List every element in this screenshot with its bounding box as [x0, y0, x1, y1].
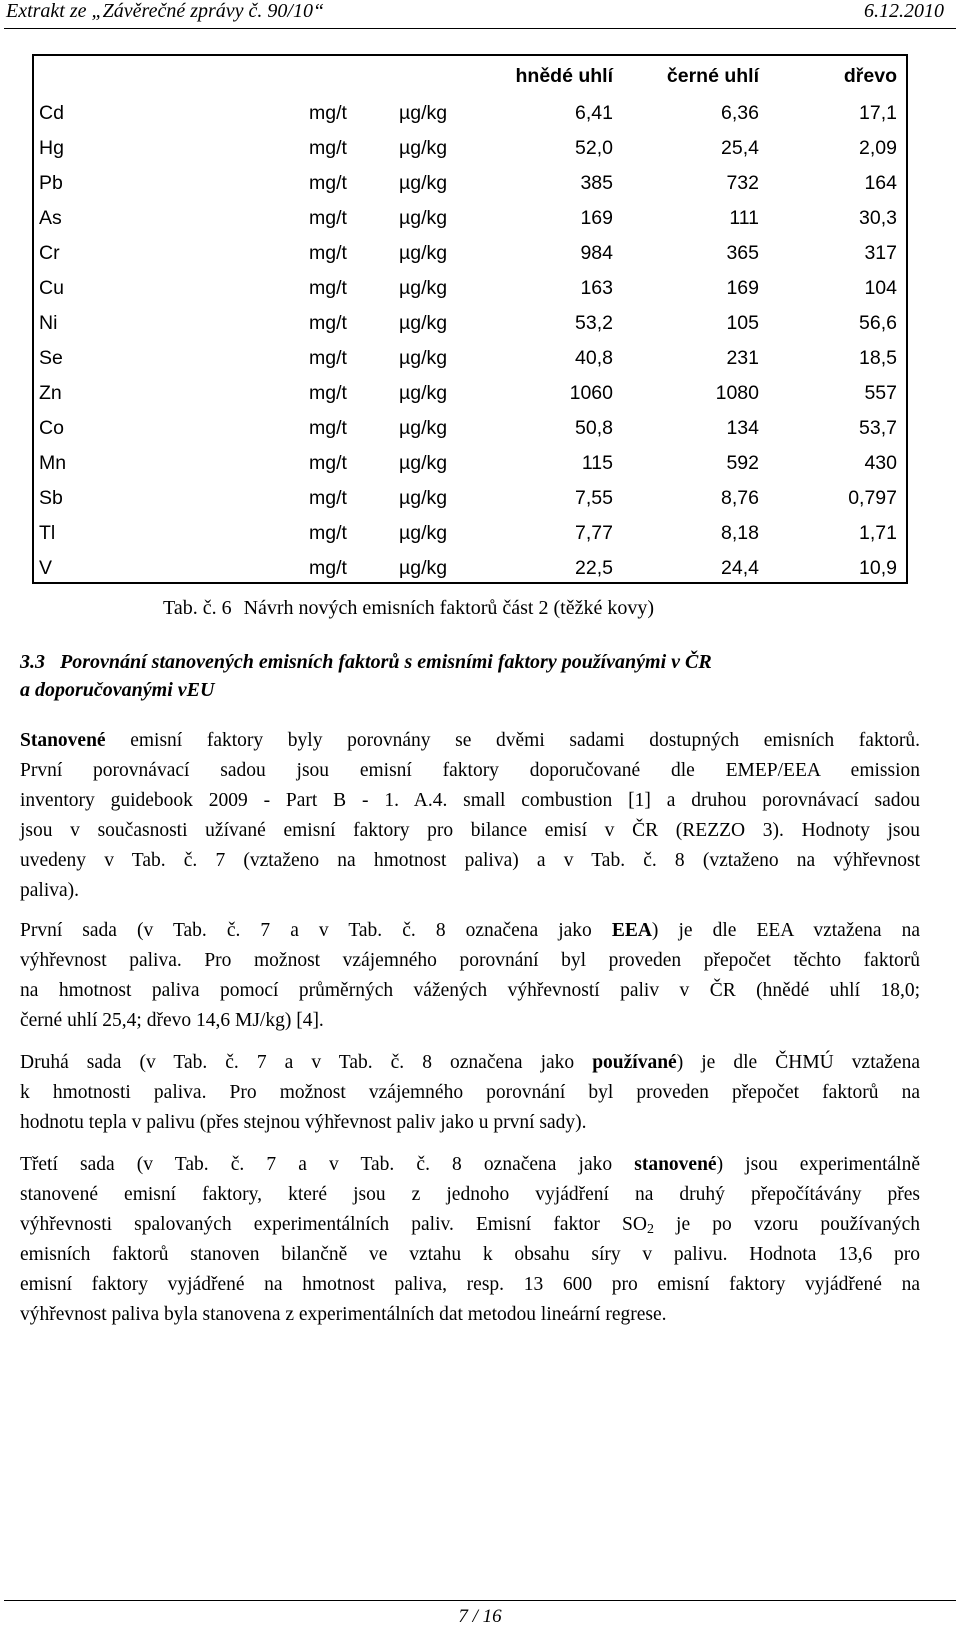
text-line: ) je dle EEA vztažena na	[651, 920, 920, 941]
value-black-coal-cell: 365	[726, 242, 759, 264]
table-row	[34, 341, 906, 376]
text-line: stanovené emisní faktory, které jsou z jednoho vyjádření na druhý přepočítávány přes	[20, 1184, 920, 1205]
value-wood-cell: 18,5	[859, 347, 897, 369]
text-line: ) je dle ČHMÚ vztažena	[676, 1052, 920, 1073]
unit-energy-cell: µg/kg	[399, 207, 448, 229]
unit-mass-cell: mg/t	[309, 382, 347, 404]
value-brown-coal-cell: 6,41	[575, 102, 613, 124]
value-black-coal-cell: 8,76	[721, 487, 759, 509]
unit-mass-cell: mg/t	[309, 417, 347, 439]
value-black-coal-cell: 25,4	[721, 137, 759, 159]
element-cell: Cu	[39, 277, 64, 299]
unit-energy-cell: µg/kg	[399, 522, 448, 544]
table-row	[34, 481, 906, 516]
value-wood-cell: 56,6	[859, 312, 897, 334]
value-brown-coal-cell: 984	[580, 242, 613, 264]
value-black-coal-cell: 134	[726, 417, 759, 439]
text-line: paliva).	[20, 880, 80, 901]
unit-mass-cell: mg/t	[309, 172, 347, 194]
text-line: uvedeny v Tab. č. 7 (vztaženo na hmotnost paliva) a v Tab. č. 8 (vztaženo na výhřevnost	[20, 850, 920, 871]
table-row	[34, 516, 906, 551]
value-brown-coal-cell: 52,0	[575, 137, 613, 159]
unit-mass-cell: mg/t	[309, 522, 347, 544]
column-header: dřevo	[843, 65, 897, 87]
unit-mass-cell: mg/t	[309, 452, 347, 474]
section-number: 3.3	[20, 651, 45, 673]
text-line: výhřevnosti spalovaných experimentálních paliv. Emisní faktor SO	[20, 1214, 647, 1235]
element-cell: Pb	[39, 172, 63, 194]
value-wood-cell: 53,7	[859, 417, 897, 439]
value-brown-coal-cell: 385	[580, 172, 613, 194]
section-title-line1: Porovnání stanovených emisních faktorů s emisními faktory používanými v ČR	[60, 651, 712, 673]
text-line: První sada (v Tab. č. 7 a v Tab. č. 8 označena jako	[20, 920, 612, 941]
paragraph-1	[20, 726, 920, 906]
text-line: emisní faktory byly porovnány se dvěmi sadami dostupných emisních faktorů.	[105, 730, 920, 751]
unit-energy-cell: µg/kg	[399, 172, 448, 194]
value-wood-cell: 430	[864, 452, 897, 474]
unit-energy-cell: µg/kg	[399, 557, 448, 579]
unit-energy-cell: µg/kg	[399, 487, 448, 509]
column-header: hnědé uhlí	[515, 65, 613, 87]
caption-text: Návrh nových emisních faktorů část 2 (těžké kovy)	[243, 597, 654, 619]
value-black-coal-cell: 105	[726, 312, 759, 334]
unit-mass-cell: mg/t	[309, 347, 347, 369]
header-title: Extrakt ze „Závěrečné zprávy č. 90/10“	[6, 0, 325, 22]
bold-term: používané	[592, 1052, 677, 1073]
element-cell: Ni	[39, 312, 58, 334]
element-cell: V	[39, 557, 53, 579]
unit-energy-cell: µg/kg	[399, 242, 448, 264]
value-black-coal-cell: 231	[726, 347, 759, 369]
value-black-coal-cell: 8,18	[721, 522, 759, 544]
text-line: emisní faktory vyjádřené na hmotnost paliva, resp. 13 600 pro emisní faktory vyjádřené na	[20, 1274, 920, 1295]
text-line: ) jsou experimentálně	[716, 1154, 920, 1175]
value-black-coal-cell: 24,4	[721, 557, 759, 579]
text-line: inventory guidebook 2009 - Part B - 1. A.4. small combustion [1] a druhou porovnávací sadou	[20, 790, 920, 811]
unit-mass-cell: mg/t	[309, 557, 347, 579]
value-brown-coal-cell: 163	[580, 277, 613, 299]
element-cell: Cd	[39, 102, 64, 124]
value-brown-coal-cell: 7,55	[575, 487, 613, 509]
table-caption	[163, 596, 654, 620]
value-wood-cell: 1,71	[859, 522, 897, 544]
table-row	[34, 446, 906, 481]
element-cell: Sb	[39, 487, 63, 509]
text-line: První porovnávací sadou jsou emisní faktory doporučované dle EMEP/EEA emission	[20, 760, 920, 781]
unit-energy-cell: µg/kg	[399, 102, 448, 124]
table-header-row	[34, 56, 906, 96]
paragraph-2	[20, 916, 920, 1036]
bold-term: Stanovené	[20, 730, 106, 751]
element-cell: Cr	[39, 242, 60, 264]
bold-term: EEA	[611, 920, 652, 941]
table-row	[34, 96, 906, 131]
table-row	[34, 236, 906, 271]
emission-factors-table	[32, 54, 908, 584]
element-cell: Hg	[39, 137, 64, 159]
unit-mass-cell: mg/t	[309, 137, 347, 159]
table-row	[34, 201, 906, 236]
text-line: jsou v současnosti užívané emisní faktory pro bilance emisí v ČR (REZZO 3). Hodnoty jsou	[20, 820, 920, 841]
text-line: emisních faktorů stanoven bilančně ve vztahu k obsahu síry v palivu. Hodnota 13,6 pro	[20, 1244, 920, 1265]
unit-mass-cell: mg/t	[309, 207, 347, 229]
value-wood-cell: 30,3	[859, 207, 897, 229]
caption-label: Tab. č. 6	[163, 597, 232, 619]
subscript: 2	[646, 1222, 654, 1237]
unit-energy-cell: µg/kg	[399, 347, 448, 369]
value-black-coal-cell: 111	[729, 207, 759, 229]
footer-divider	[4, 1600, 956, 1601]
value-wood-cell: 557	[864, 382, 897, 404]
paragraph-3	[20, 1048, 920, 1138]
header-date: 6.12.2010	[864, 0, 944, 22]
page-number: 7 / 16	[458, 1606, 502, 1627]
unit-energy-cell: µg/kg	[399, 417, 448, 439]
text-line: výhřevnost paliva. Pro možnost vzájemného porovnání byl proveden přepočet těchto faktorů	[20, 950, 920, 971]
element-cell: As	[39, 207, 62, 229]
value-brown-coal-cell: 115	[581, 452, 613, 474]
value-brown-coal-cell: 1060	[569, 382, 613, 404]
value-wood-cell: 164	[864, 172, 897, 194]
element-cell: Tl	[39, 522, 56, 544]
value-wood-cell: 2,09	[859, 137, 897, 159]
table-row	[34, 271, 906, 306]
text-line: Třetí sada (v Tab. č. 7 a v Tab. č. 8 označena jako	[20, 1154, 635, 1175]
table-row	[34, 551, 906, 586]
table-row	[34, 306, 906, 341]
value-wood-cell: 0,797	[848, 487, 897, 509]
unit-mass-cell: mg/t	[309, 242, 347, 264]
bold-term: stanovené	[634, 1154, 717, 1175]
unit-energy-cell: µg/kg	[399, 137, 448, 159]
unit-energy-cell: µg/kg	[399, 452, 448, 474]
unit-mass-cell: mg/t	[309, 277, 347, 299]
paragraph-4	[20, 1150, 920, 1330]
unit-mass-cell: mg/t	[309, 487, 347, 509]
unit-mass-cell: mg/t	[309, 102, 347, 124]
text-line: Druhá sada (v Tab. č. 7 a v Tab. č. 8 označena jako	[20, 1052, 593, 1073]
text-line: je po vzoru používaných	[653, 1214, 920, 1235]
element-cell: Zn	[39, 382, 62, 404]
element-cell: Mn	[39, 452, 67, 474]
value-wood-cell: 17,1	[859, 102, 897, 124]
text-line: hodnotu tepla v palivu (přes stejnou výhřevnost paliv jako u první sady).	[20, 1112, 587, 1133]
value-brown-coal-cell: 7,77	[575, 522, 613, 544]
table-row	[34, 166, 906, 201]
value-wood-cell: 317	[864, 242, 897, 264]
text-line: černé uhlí 25,4; dřevo 14,6 MJ/kg) [4].	[20, 1010, 324, 1031]
table-row	[34, 376, 906, 411]
value-black-coal-cell: 732	[726, 172, 759, 194]
text-line: k hmotnosti paliva. Pro možnost vzájemného porovnání byl proveden přepočet faktorů na	[20, 1082, 920, 1103]
column-header: černé uhlí	[666, 65, 759, 87]
element-cell: Se	[39, 347, 63, 369]
unit-energy-cell: µg/kg	[399, 382, 448, 404]
value-brown-coal-cell: 53,2	[575, 312, 613, 334]
page-header	[4, 0, 956, 22]
value-brown-coal-cell: 22,5	[575, 557, 613, 579]
unit-energy-cell: µg/kg	[399, 312, 448, 334]
value-brown-coal-cell: 40,8	[575, 347, 613, 369]
value-brown-coal-cell: 169	[580, 207, 613, 229]
unit-energy-cell: µg/kg	[399, 277, 448, 299]
value-black-coal-cell: 592	[726, 452, 759, 474]
table-row	[34, 411, 906, 446]
value-wood-cell: 104	[864, 277, 897, 299]
value-black-coal-cell: 6,36	[721, 102, 759, 124]
table-row	[34, 131, 906, 166]
section-title-line2: a doporučovanými vEU	[20, 679, 215, 701]
text-line: na hmotnost paliva pomocí průměrných vážených výhřevností paliv v ČR (hnědé uhlí 18,0;	[20, 980, 920, 1001]
unit-mass-cell: mg/t	[309, 312, 347, 334]
value-black-coal-cell: 1080	[715, 382, 759, 404]
value-black-coal-cell: 169	[726, 277, 759, 299]
header-divider	[4, 28, 956, 29]
text-line: výhřevnost paliva byla stanovena z experimentálních dat metodou lineární regrese.	[20, 1304, 667, 1325]
value-brown-coal-cell: 50,8	[575, 417, 613, 439]
element-cell: Co	[39, 417, 64, 439]
value-wood-cell: 10,9	[859, 557, 897, 579]
